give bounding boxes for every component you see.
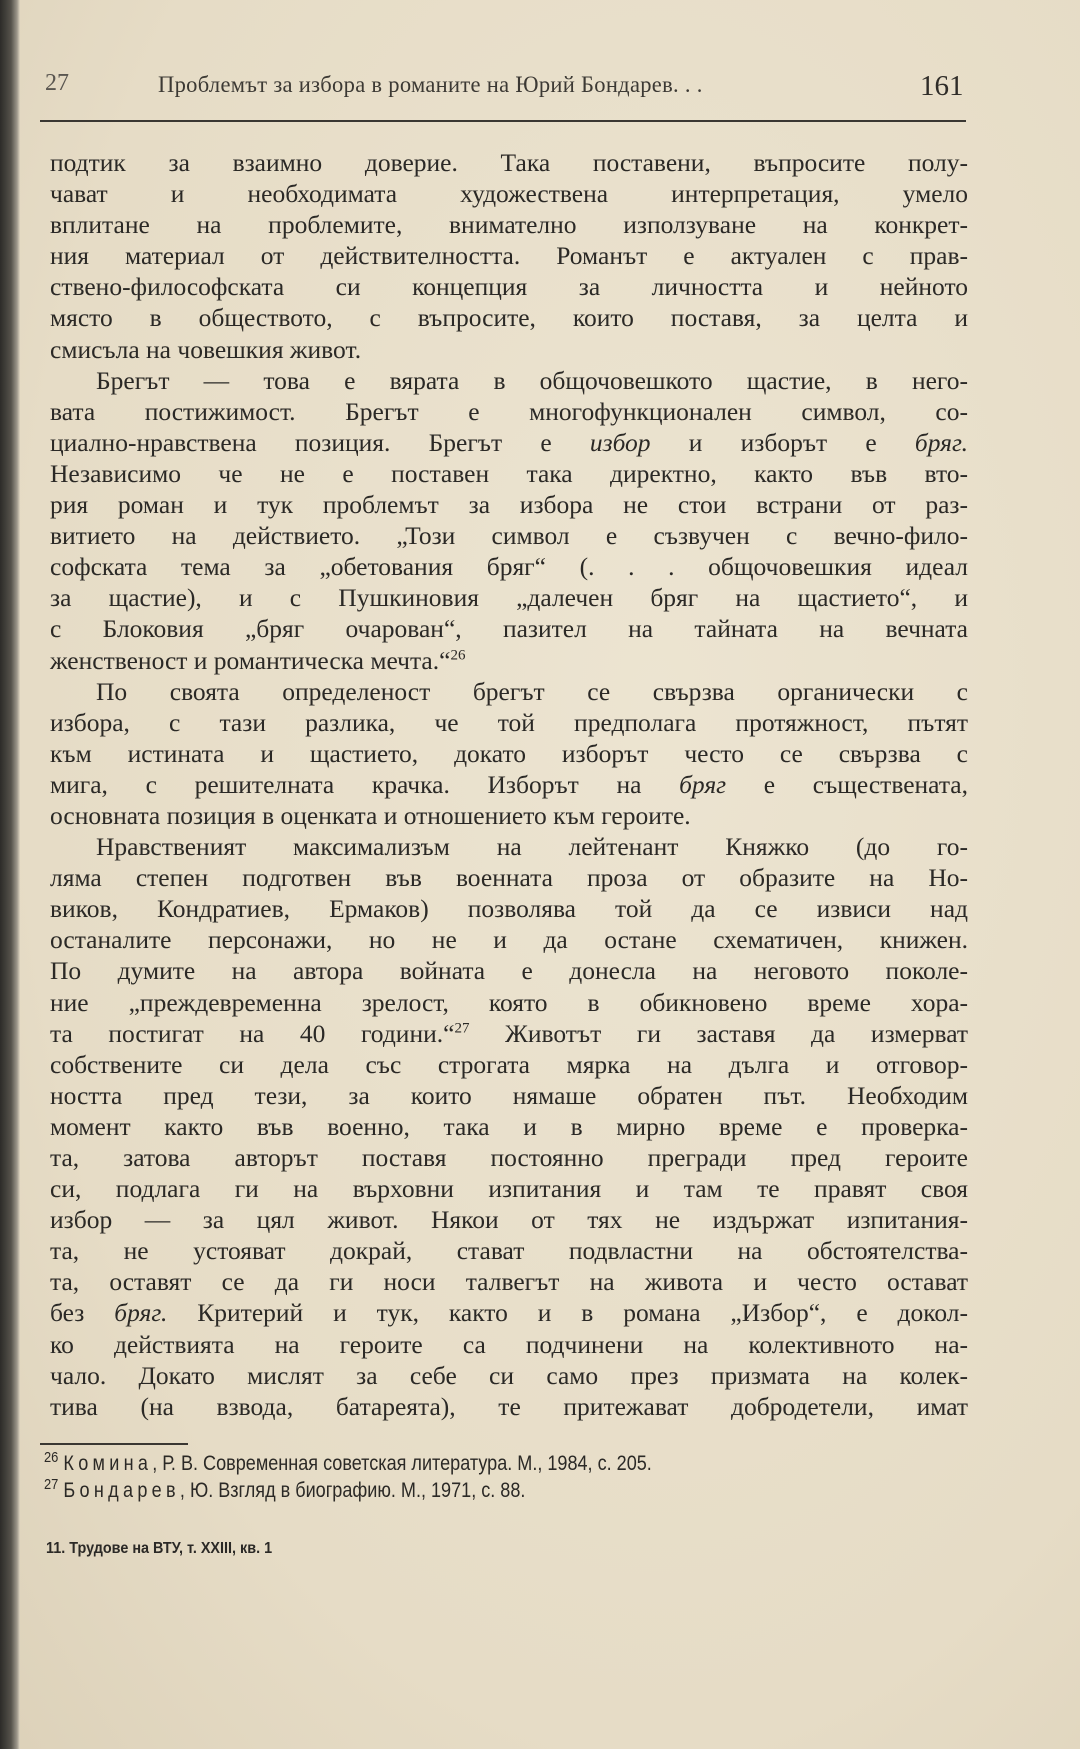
footnote-author: Бондарев	[63, 1479, 180, 1502]
text-line: за щастие), и с Пушкиновия „далечен бряг на щастието“, и	[50, 583, 968, 613]
text-line: ляма степен подготвен във военната проза от образите на Но-	[50, 863, 968, 893]
text-line: чават и необходимата художествена интерпретация, умело	[50, 179, 968, 209]
text-line: си, подлага ги на върховни изпитания и там те правят своя	[50, 1174, 968, 1204]
footnote-text: , Ю. Взгляд в биографию. М., 1971, с. 88.	[179, 1479, 526, 1502]
footnote-number: 27	[44, 1476, 59, 1493]
text-line	[50, 1297, 968, 1328]
text-line: ние „преждевременна зрелост, която в обикновено време хора-	[50, 987, 968, 1017]
text-line: основната позиция в оценката и отношението към героите.	[50, 800, 691, 830]
text-line: смисъла на човешкия живот.	[50, 334, 362, 364]
footnote-reference: 27	[454, 1020, 470, 1037]
text-segment: е съществената,	[726, 769, 968, 799]
footnote-27	[44, 1477, 840, 1504]
text-line: с Блоковия „бряг очарован“, пазител на тайната на вечната	[50, 614, 968, 644]
text-segment: Животът ги заставя да измерват	[469, 1018, 968, 1048]
text-line: Брегът — това е вярата в общочовешкото щастие, в него-	[96, 365, 968, 395]
italic-text: бряг	[679, 769, 727, 799]
text-line: ността пред тези, за които нямаше обратен път. Необходим	[50, 1080, 968, 1110]
book-spine-shadow	[0, 0, 20, 1749]
text-line	[50, 645, 968, 676]
text-line: тива (на взвода, батареята), те притежават добродетели, имат	[50, 1391, 968, 1421]
text-line: Независимо че не е поставен така директно, както във вто-	[50, 458, 968, 488]
text-line: По своята определеност брегът се свързва органически с	[96, 676, 968, 706]
text-line: рия роман и тук проблемът за избора не стои встрани от раз-	[50, 490, 968, 520]
italic-text: избор	[589, 427, 651, 457]
text-line: вата постижимост. Брегът е многофункционален символ, со-	[50, 396, 968, 426]
text-segment: Критерий и тук, както и в романа „Избор“, е докол-	[167, 1298, 969, 1328]
text-line: към истината и щастието, докато изборът често се свързва с	[50, 738, 968, 768]
text-line: Нравственият максимализъм на лейтенант Княжко (до го-	[96, 832, 968, 862]
footnote-number: 26	[44, 1449, 59, 1466]
text-line: ко действията на героите са подчинени на колективното на-	[50, 1329, 968, 1359]
text-line: та, не устояват докрай, стават подвластни на обстоятелства-	[50, 1236, 968, 1266]
text-segment: женственост и романтическа мечта.“	[50, 645, 451, 675]
text-line: избор — за цял живот. Някои от тях не издържат изпитания-	[50, 1205, 968, 1235]
text-line: момент както във военно, така и в мирно време е проверка-	[50, 1111, 968, 1141]
running-title: Проблемът за избора в романите на Юрий Бондарев. . .	[158, 72, 703, 97]
italic-text: бряг.	[114, 1298, 168, 1328]
text-segment: циално-нравствена позиция. Брегът е	[50, 427, 590, 457]
footnote-text: , Р. В. Современная советская литература. М., 1984, с. 205.	[152, 1452, 652, 1475]
text-line: софската тема за „обетования бряг“ (. . . общочовешкия идеал	[50, 552, 968, 582]
text-line: та, оставят се да ги носи талвегът на живота и често остават	[50, 1267, 968, 1297]
header-rule	[40, 120, 966, 122]
footnotes	[44, 1450, 969, 1504]
text-line	[50, 427, 968, 458]
body-text	[50, 147, 968, 1422]
text-line	[50, 769, 968, 800]
footnote-reference: 26	[450, 647, 466, 663]
text-line: останалите персонажи, но не и да остане схематичен, книжен.	[50, 925, 968, 955]
text-line: собствените си дела със строгата мярка на дълга и отговор-	[50, 1049, 968, 1079]
text-line: По думите на автора войната е донесла на неговото поколе-	[50, 956, 968, 986]
text-line: витието на действието. „Този символ е съзвучен с вечно-фило-	[50, 521, 968, 551]
text-segment: и изборът е	[650, 427, 915, 457]
text-line: ния материал от действителността. Романът е актуален с прав-	[50, 241, 968, 271]
text-line: та, затова авторът поставя постоянно прегради пред героите	[50, 1143, 968, 1172]
text-line: виков, Кондратиев, Ермаков) позволява той да се извиси над	[50, 894, 968, 924]
footnote-author: Комина	[63, 1452, 153, 1475]
text-line: избора, с тази разлика, че той предполага протяжност, пътят	[50, 707, 968, 737]
text-line: вплитане на проблемите, внимателно използуване на конкрет-	[50, 210, 968, 240]
text-segment: без	[50, 1298, 115, 1328]
header-left-number: 27	[45, 70, 69, 96]
text-segment: мига, с решителната крачка. Изборът на	[50, 769, 680, 799]
text-line: подтик за взаимно доверие. Така поставени, въпросите полу-	[50, 148, 968, 177]
text-line	[50, 1018, 968, 1049]
text-line: ствено-философската си концепция за личността и нейното	[50, 272, 968, 302]
page-number: 161	[920, 70, 964, 102]
signature-footer: 11. Трудове на ВТУ, т. XXIII, кв. 1	[46, 1540, 273, 1557]
footnote-26	[44, 1450, 840, 1477]
text-line: чало. Докато мислят за себе си само през призмата на колек-	[50, 1360, 968, 1390]
footnote-rule	[40, 1443, 188, 1445]
text-segment: та постигат на 40 години.“	[50, 1018, 455, 1048]
italic-text: бряг.	[914, 427, 968, 457]
text-line: място в обществото, с въпросите, които поставя, за целта и	[50, 303, 968, 333]
